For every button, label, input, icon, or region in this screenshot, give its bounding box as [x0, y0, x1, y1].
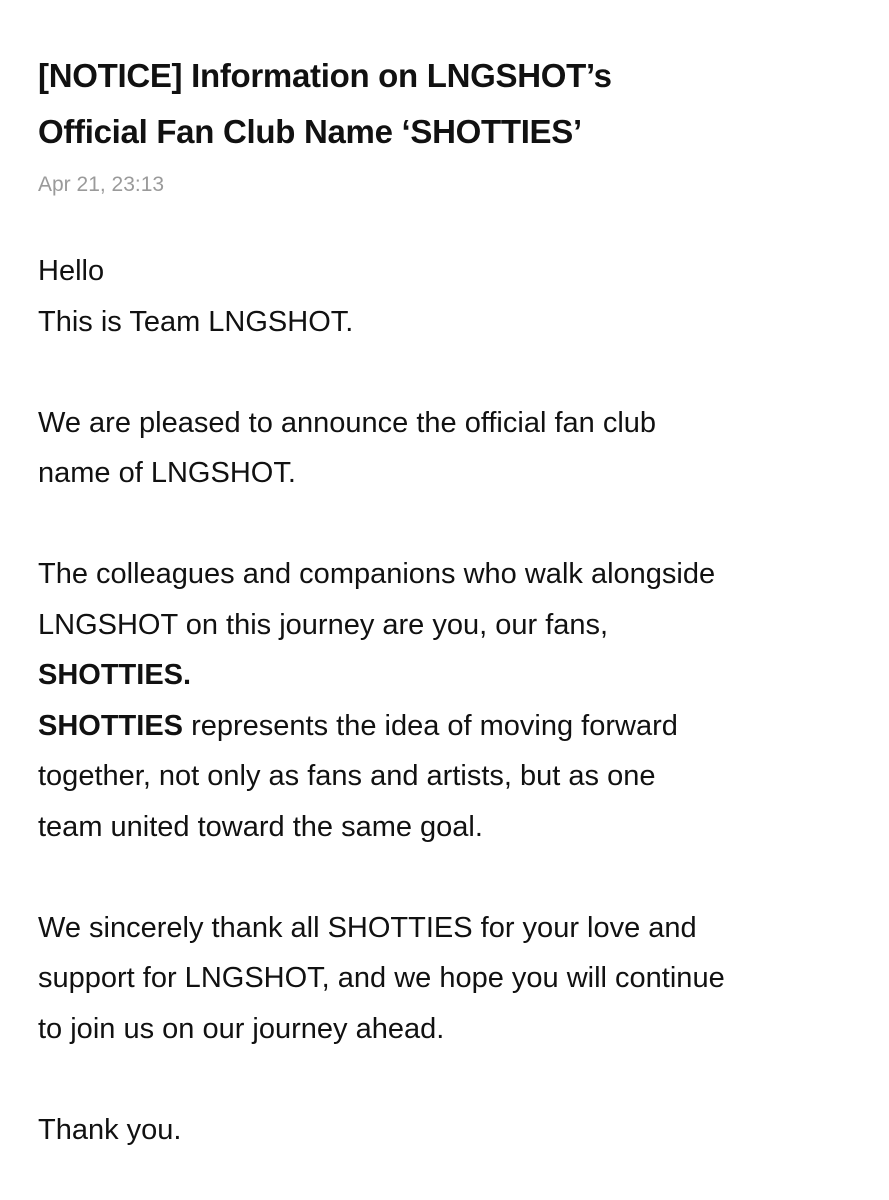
paragraph-gap	[38, 852, 853, 903]
body-line: LNGSHOT on this journey are you, our fans,	[38, 608, 609, 641]
notice-body	[38, 246, 853, 1155]
body-line: We sincerely thank all SHOTTIES for your love and	[38, 911, 697, 944]
meaning-paragraph	[38, 549, 853, 852]
paragraph-gap	[38, 347, 853, 398]
body-line: name of LNGSHOT.	[38, 457, 296, 489]
post-timestamp: Apr 21, 23:13	[38, 173, 165, 196]
body-line	[38, 650, 853, 701]
paragraph-gap	[38, 1054, 853, 1105]
fan-club-name-bold: SHOTTIES.	[38, 659, 192, 691]
fan-club-name-bold: SHOTTIES	[38, 709, 184, 742]
body-line: We are pleased to announce the official fan club	[38, 406, 657, 439]
notice-title	[38, 48, 853, 160]
body-line: to join us on our journey ahead.	[38, 1012, 445, 1045]
body-line	[38, 701, 853, 752]
body-line: Thank you.	[38, 1113, 182, 1146]
notice-title-line: Official Fan Club Name ‘SHOTTIES’	[38, 113, 582, 150]
body-line: This is Team LNGSHOT.	[38, 305, 354, 338]
paragraph-gap	[38, 499, 853, 550]
notice-title-line: [NOTICE] Information on LNGSHOT’s	[38, 57, 612, 94]
body-line-rest: represents the idea of moving forward	[183, 709, 678, 742]
body-line: Hello	[38, 255, 105, 287]
announcement-paragraph	[38, 398, 853, 499]
body-line: together, not only as fans and artists, but as one	[38, 760, 656, 792]
body-line: support for LNGSHOT, and we hope you will continue	[38, 962, 725, 994]
thanks-paragraph	[38, 903, 853, 1055]
closing-paragraph	[38, 1105, 853, 1156]
body-line: The colleagues and companions who walk alongside	[38, 558, 716, 590]
body-line: team united toward the same goal.	[38, 810, 483, 843]
greeting-paragraph	[38, 246, 853, 347]
